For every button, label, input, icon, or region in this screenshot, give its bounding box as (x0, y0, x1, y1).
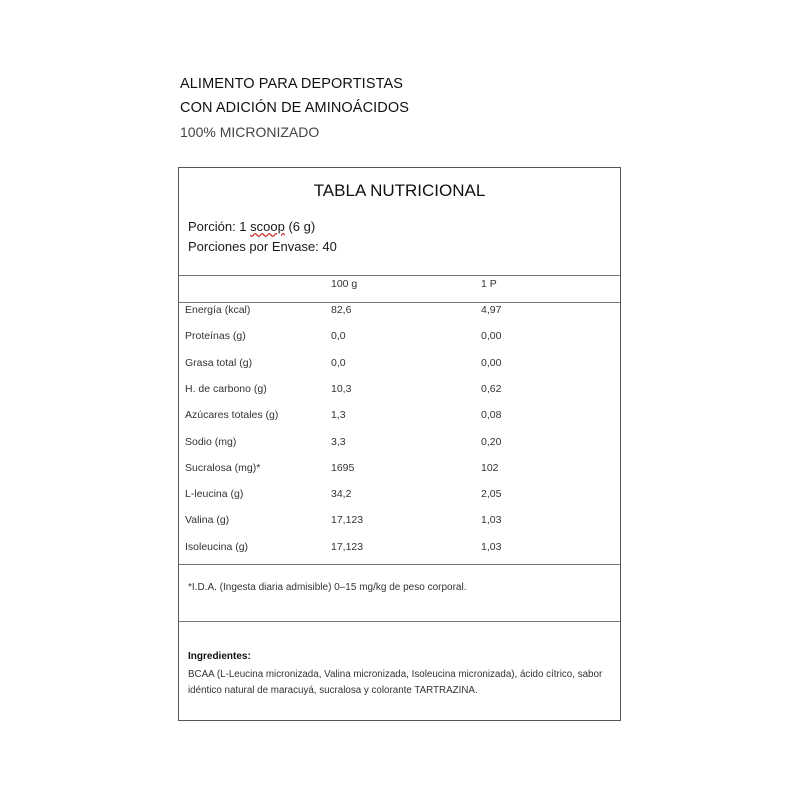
table-row (179, 304, 620, 330)
header-line-2: CON ADICIÓN DE AMINOÁCIDOS (180, 100, 409, 116)
value-per-portion: 0,62 (481, 382, 502, 395)
value-per-100g: 0,0 (331, 330, 346, 343)
value-per-portion: 1,03 (481, 514, 502, 527)
table-row (179, 541, 620, 567)
nutrient-name: L-leucina (g) (185, 488, 244, 501)
divider (179, 621, 620, 622)
nutrient-name: Proteínas (g) (185, 330, 246, 343)
ida-note: *I.D.A. (Ingesta diaria admisible) 0–15 mg/kg de peso corporal. (188, 582, 467, 593)
nutrient-name: H. de carbono (g) (185, 382, 267, 395)
nutrient-name: Grasa total (g) (185, 356, 253, 369)
divider (179, 302, 620, 303)
table-row (179, 409, 620, 435)
value-per-portion: 2,05 (481, 488, 502, 501)
value-per-portion: 0,00 (481, 330, 502, 343)
table-row (179, 357, 620, 383)
divider (179, 275, 620, 276)
portion-info (188, 217, 337, 257)
table-row (179, 488, 620, 514)
value-per-portion: 102 (481, 461, 499, 474)
value-per-100g: 17,123 (331, 514, 364, 527)
column-header-100g: 100 g (331, 278, 358, 290)
servings-per-container: Porciones por Envase: 40 (188, 239, 337, 254)
nutrient-name: Azúcares totales (g) (185, 409, 279, 422)
table-row (179, 383, 620, 409)
value-per-100g: 34,2 (331, 488, 352, 501)
value-per-100g: 1695 (331, 461, 355, 474)
value-per-portion: 0,20 (481, 435, 502, 448)
nutrition-table (178, 167, 621, 721)
table-row (179, 462, 620, 488)
portion-label: Porción: 1 (188, 219, 251, 234)
nutrient-name: Valina (g) (185, 514, 230, 527)
divider (179, 564, 620, 565)
value-per-portion: 0,00 (481, 356, 502, 369)
ingredients-text: BCAA (L-Leucina micronizada, Valina micronizada, Isoleucina micronizada), ácido cítrico, sabor idéntico natural de maracuyá, sucralosa y colorante TARTRAZINA. (188, 669, 603, 696)
table-title: TABLA NUTRICIONAL (313, 181, 486, 200)
table-row (179, 330, 620, 356)
value-per-portion: 4,97 (481, 304, 502, 316)
product-header (180, 72, 409, 144)
header-line-3: 100% MICRONIZADO (180, 124, 320, 140)
value-per-100g: 17,123 (331, 540, 364, 553)
header-line-1: ALIMENTO PARA DEPORTISTAS (180, 76, 404, 92)
value-per-100g: 0,0 (331, 356, 346, 369)
nutrient-name: Sucralosa (mg)* (185, 461, 261, 474)
value-per-portion: 0,08 (481, 409, 502, 422)
portion-unit: scoop (250, 219, 285, 234)
ingredients-title: Ingredientes: (188, 651, 251, 662)
table-row (179, 436, 620, 462)
portion-amount: (6 g) (284, 219, 316, 234)
column-header-portion: 1 P (481, 278, 497, 290)
portion-size (188, 217, 337, 237)
value-per-100g: 1,3 (331, 409, 346, 422)
value-per-100g: 3,3 (331, 435, 346, 448)
value-per-100g: 82,6 (331, 304, 352, 316)
nutrient-name: Isoleucina (g) (185, 540, 249, 553)
value-per-portion: 1,03 (481, 540, 502, 553)
nutrient-name: Sodio (mg) (185, 435, 237, 448)
nutrient-name: Energía (kcal) (185, 304, 251, 316)
value-per-100g: 10,3 (331, 382, 352, 395)
table-row (179, 514, 620, 540)
